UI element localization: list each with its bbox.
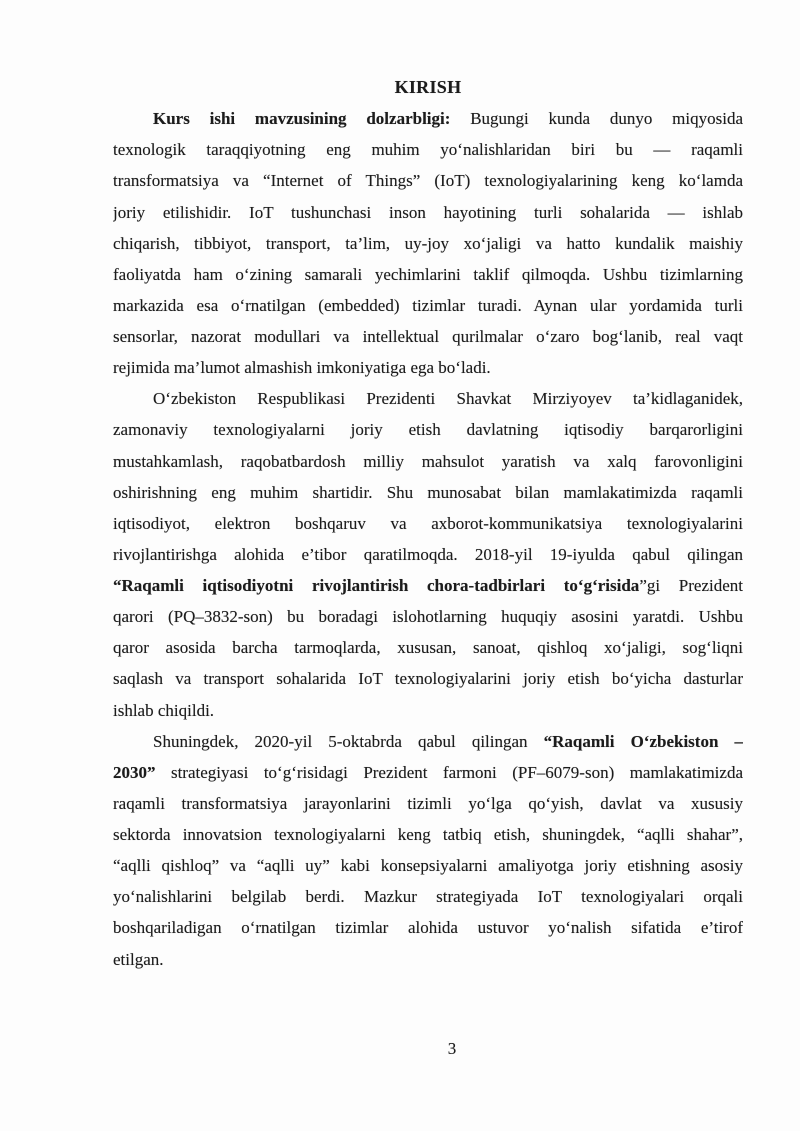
text-line (113, 321, 743, 352)
text-line (113, 477, 743, 508)
text-run: O‘zbekiston Respublikasi Prezidenti Shavkat Mirziyoyev ta’kidlaganidek, (153, 389, 743, 409)
text-line (113, 290, 743, 321)
text-line (113, 446, 743, 477)
text-run: zamonaviy texnologiyalarni joriy etish davlatning iqtisodiy barqarorligini (113, 420, 743, 440)
text-line (113, 259, 743, 290)
text-run: ”gi Prezident (639, 576, 743, 595)
text-run: qarori (PQ–3832-son) bu boradagi islohotlarning huquqiy asosini yaratdi. Ushbu (113, 607, 743, 627)
text-run: ishlab chiqildi. (113, 700, 215, 720)
text-run: mustahkamlash, raqobatbardosh milliy mahsulot yaratish va xalq farovonligini (113, 451, 743, 471)
text-line (113, 912, 743, 943)
text-line (113, 881, 743, 912)
text-run: rivojlantirishga alohida e’tibor qaratilmoqda. 2018-yil 19-iyulda qabul qilingan (113, 544, 743, 564)
text-run: etilgan. (113, 949, 164, 969)
text-line (113, 663, 743, 694)
text-run: Shuningdek, 2020-yil 5-oktabrda qabul qilingan (153, 731, 544, 751)
text-run: transformatsiya va “Internet of Things” (IoT) texnologiyalarining keng ko‘lamda (113, 171, 743, 191)
text-line (113, 414, 743, 445)
document-content (113, 72, 743, 975)
text-run: “aqlli qishloq” va “aqlli uy” kabi konsepsiyalarni amaliyotga joriy etishning asosiy (113, 856, 743, 876)
text-run: Bugungi kunda dunyo miqyosida (450, 109, 743, 129)
text-line (113, 570, 743, 601)
text-line (113, 165, 743, 196)
bold-text-run: 2030” (113, 762, 156, 782)
text-line (113, 757, 743, 788)
text-run: raqamli transformatsiya jarayonlarini tizimli yo‘lga qo‘yish, davlat va xususiy (113, 793, 743, 813)
text-line (113, 352, 743, 383)
paragraph (113, 103, 743, 383)
bold-text-run: “Raqamli O‘zbekiston – (543, 731, 743, 751)
text-run: faoliyatda ham o‘zining samarali yechimlarini taklif qilmoqda. Ushbu tizimlarning (113, 264, 743, 284)
text-line (113, 695, 743, 726)
page-number: 3 (447, 1039, 457, 1058)
text-run: iqtisodiyot, elektron boshqaruv va axborot-kommunikatsiya texnologiyalarini (113, 513, 743, 533)
text-line (113, 850, 743, 881)
text-run: boshqariladigan o‘rnatilgan tizimlar alohida ustuvor yo‘nalish sifatida e’tirof (113, 918, 743, 938)
text-run: yo‘nalishlarini belgilab berdi. Mazkur strategiyada IoT texnologiyalari orqali (113, 887, 743, 907)
text-line (113, 819, 743, 850)
text-line (113, 632, 743, 663)
text-line (113, 134, 743, 165)
bold-text-run: Kurs ishi mavzusining dolzarbligi: (153, 109, 451, 129)
text-run: sektorda innovatsion texnologiyalarni keng tatbiq etish, shuningdek, “aqlli shahar”, (113, 825, 743, 844)
text-run: joriy etilishidir. IoT tushunchasi inson hayotining turli sohalarida — ishlab (113, 202, 743, 222)
text-run: texnologik taraqqiyotning eng muhim yo‘nalishlaridan biri bu — raqamli (113, 140, 743, 160)
text-line (113, 508, 743, 539)
bold-text-run: “Raqamli iqtisodiyotni rivojlantirish chora-tadbirlari to‘g‘risida (113, 576, 640, 595)
text-run: saqlash va transport sohalarida IoT texnologiyalarini joriy etish bo‘yicha dasturlar (113, 669, 743, 689)
text-line (113, 788, 743, 819)
text-run: chiqarish, tibbiyot, transport, ta’lim, uy-joy xo‘jaligi va hatto kundalik maishiy (113, 233, 743, 253)
text-line (113, 601, 743, 632)
text-line (113, 197, 743, 228)
text-line (113, 228, 743, 259)
document-body (113, 103, 743, 975)
text-run: strategiyasi to‘g‘risidagi Prezident farmoni (PF–6079-son) mamlakatimizda (155, 762, 743, 782)
text-line (113, 944, 743, 975)
document-title: KIRISH (394, 77, 462, 97)
text-run: oshirishning eng muhim shartidir. Shu munosabat bilan mamlakatimizda raqamli (113, 482, 743, 502)
text-run: sensorlar, nazorat modullari va intellektual qurilmalar o‘zaro bog‘lanib, real vaqt (113, 327, 743, 346)
text-line (113, 103, 743, 134)
text-run: markazida esa o‘rnatilgan (embedded) tizimlar turadi. Aynan ular yordamida turli (113, 295, 743, 315)
paragraph (113, 726, 743, 975)
paragraph (113, 383, 743, 725)
text-run: rejimida ma’lumot almashish imkoniyatiga ega bo‘ladi. (113, 358, 491, 378)
text-line (113, 726, 743, 757)
text-line (113, 539, 743, 570)
text-line (113, 383, 743, 414)
text-run: qaror asosida barcha tarmoqlarda, xususan, sanoat, qishloq xo‘jaligi, sog‘liqni (113, 638, 743, 658)
